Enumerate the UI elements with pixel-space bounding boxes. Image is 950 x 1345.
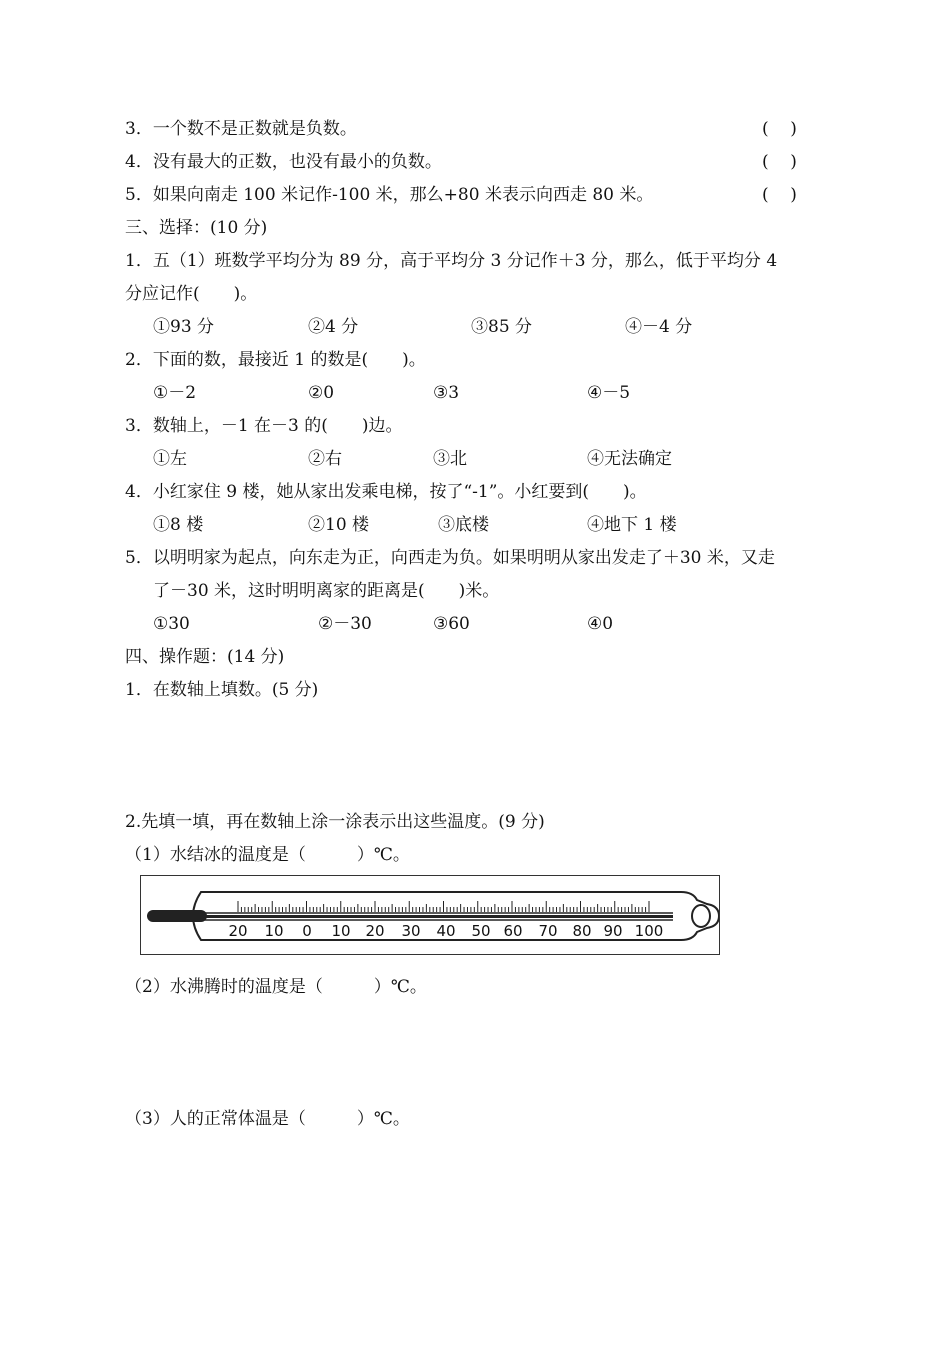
question-text: 4．小红家住 9 楼，她从家出发乘电梯，按了“-1”。小红要到( )。	[125, 482, 647, 502]
judge-item-3: 3．一个数不是正数就是负数。	[125, 119, 357, 139]
option[interactable]: ③85 分	[471, 317, 533, 337]
option[interactable]: ①93 分	[153, 317, 215, 337]
question-text: 了－30 米，这时明明离家的距离是( )米。	[153, 581, 500, 601]
judge-item-4: 4．没有最大的正数，也没有最小的负数。	[125, 152, 442, 172]
sub-question: （1）水结冰的温度是（ ）℃。	[125, 845, 410, 865]
thermometer-svg	[141, 876, 719, 954]
option[interactable]: ④无法确定	[587, 449, 672, 469]
option[interactable]: ②0	[308, 383, 335, 403]
option[interactable]: ④－4 分	[625, 317, 693, 337]
option[interactable]: ④地下 1 楼	[587, 515, 677, 535]
option[interactable]: ①－2	[153, 383, 197, 403]
answer-paren[interactable]: ( )	[762, 119, 797, 139]
option[interactable]: ③60	[433, 614, 470, 634]
question-text: 2．下面的数，最接近 1 的数是( )。	[125, 350, 426, 370]
answer-paren[interactable]: ( )	[762, 152, 797, 172]
sub-question: （2）水沸腾时的温度是（ ）℃。	[125, 977, 427, 997]
section-title: 三、选择：(10 分)	[125, 218, 268, 238]
question-text: 1．五（1）班数学平均分为 89 分，高于平均分 3 分记作＋3 分，那么，低于平均分 4	[125, 251, 778, 271]
scale-label: 70	[538, 922, 558, 940]
option[interactable]: ①左	[153, 449, 187, 469]
thermometer-figure	[140, 875, 720, 955]
scale-label: 60	[503, 922, 523, 940]
judge-item-5: 5．如果向南走 100 米记作-100 米，那么+80 米表示向西走 80 米。	[125, 185, 654, 205]
option[interactable]: ④0	[587, 614, 614, 634]
scale-label: 40	[436, 922, 456, 940]
scale-label: 20	[228, 922, 248, 940]
scale-label: 100	[634, 922, 664, 940]
question-text: 5．以明明家为起点，向东走为正，向西走为负。如果明明从家出发走了＋30 米，又走	[125, 548, 775, 568]
answer-paren[interactable]: ( )	[762, 185, 797, 205]
scale-labels	[228, 922, 663, 940]
scale-label: 10	[331, 922, 351, 940]
option[interactable]: ①30	[153, 614, 190, 634]
section-title: 四、操作题：(14 分)	[125, 647, 285, 667]
question-text: 3．数轴上，－1 在－3 的( )边。	[125, 416, 403, 436]
scale-label: 90	[603, 922, 623, 940]
hanging-hole	[692, 905, 710, 927]
option[interactable]: ④－5	[587, 383, 631, 403]
scale-label: 50	[471, 922, 491, 940]
option[interactable]: ②4 分	[308, 317, 359, 337]
question-text: 分应记作( )。	[125, 284, 258, 304]
sub-question: （3）人的正常体温是（ ）℃。	[125, 1109, 410, 1129]
option[interactable]: ①8 楼	[153, 515, 204, 535]
option[interactable]: ②－30	[318, 614, 372, 634]
option[interactable]: ②右	[308, 449, 342, 469]
thermometer-bulb	[147, 910, 207, 922]
question-text: 1．在数轴上填数。(5 分)	[125, 680, 319, 700]
option[interactable]: ③底楼	[438, 515, 489, 535]
option[interactable]: ③3	[433, 383, 460, 403]
scale-label: 0	[302, 922, 312, 940]
scale-label: 10	[264, 922, 284, 940]
option[interactable]: ③北	[433, 449, 467, 469]
scale-label: 30	[401, 922, 421, 940]
scale-label: 80	[572, 922, 592, 940]
scale-ticks	[238, 901, 649, 912]
question-text: 2.先填一填，再在数轴上涂一涂表示出这些温度。(9 分)	[125, 812, 545, 832]
scale-label: 20	[365, 922, 385, 940]
option[interactable]: ②10 楼	[308, 515, 370, 535]
